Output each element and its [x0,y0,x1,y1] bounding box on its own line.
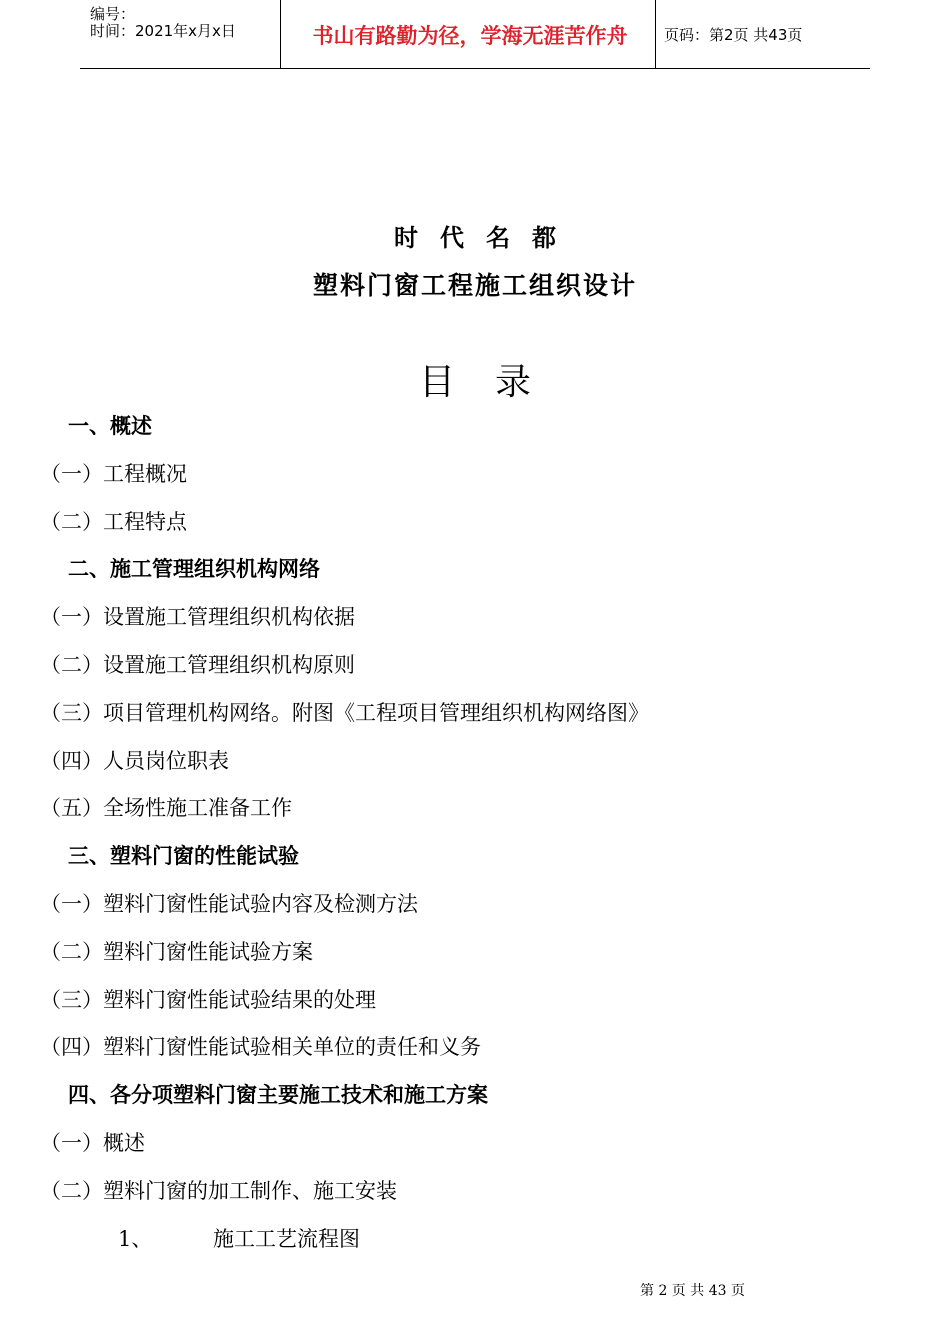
page-footer: 第 2 页 共 43 页 [640,1283,745,1299]
time-label: 时间：2021年x月x日 [90,22,236,40]
toc-heading: 目录 [418,362,571,403]
toc-entry: （二）设置施工管理组织机构原则 [40,652,355,677]
toc-sub-text: 施工工艺流程图 [213,1226,360,1251]
toc-entry: （一）塑料门窗性能试验内容及检测方法 [40,891,418,916]
toc-entry: （四）塑料门窗性能试验相关单位的责任和义务 [40,1035,481,1060]
toc-entry: （一）设置施工管理组织机构依据 [40,605,355,630]
header-page-label: 页码：第2页 共43页 [664,26,803,44]
header-meta [90,6,236,40]
toc-sub-entry [40,1217,649,1265]
toc-entry: （二）塑料门窗性能试验方案 [40,939,313,964]
page-header [80,0,870,69]
toc-entry: （三）塑料门窗性能试验结果的处理 [40,987,376,1012]
project-title: 时代名都 [394,224,578,252]
toc-section-heading: 二、施工管理组织机构网络 [68,557,320,582]
toc-entry: （一）概述 [40,1130,145,1155]
toc-entry: （二）工程特点 [40,509,187,534]
toc-sub-number: 1、 [118,1226,153,1251]
toc-section-heading: 一、概述 [68,414,152,438]
toc-entry: （一）工程概况 [40,461,187,486]
toc-entry: （四）人员岗位职表 [40,748,229,773]
header-motto: 书山有路勤为径，学海无涯苦作舟 [312,24,628,48]
toc-section-heading: 四、各分项塑料门窗主要施工技术和施工方案 [68,1083,488,1108]
header-divider [655,0,656,68]
toc-section-heading: 三、塑料门窗的性能试验 [68,844,299,869]
toc-entry: （五）全场性施工准备工作 [40,796,292,821]
toc-entry: （二）塑料门窗的加工制作、施工安装 [40,1178,397,1203]
code-label: 编号： [90,5,136,23]
toc-entry: （三）项目管理机构网络。附图《工程项目管理组织机构网络图》 [40,700,649,725]
document-title: 塑料门窗工程施工组织设计 [312,271,637,300]
table-of-contents [40,404,649,1264]
header-divider [280,0,281,68]
